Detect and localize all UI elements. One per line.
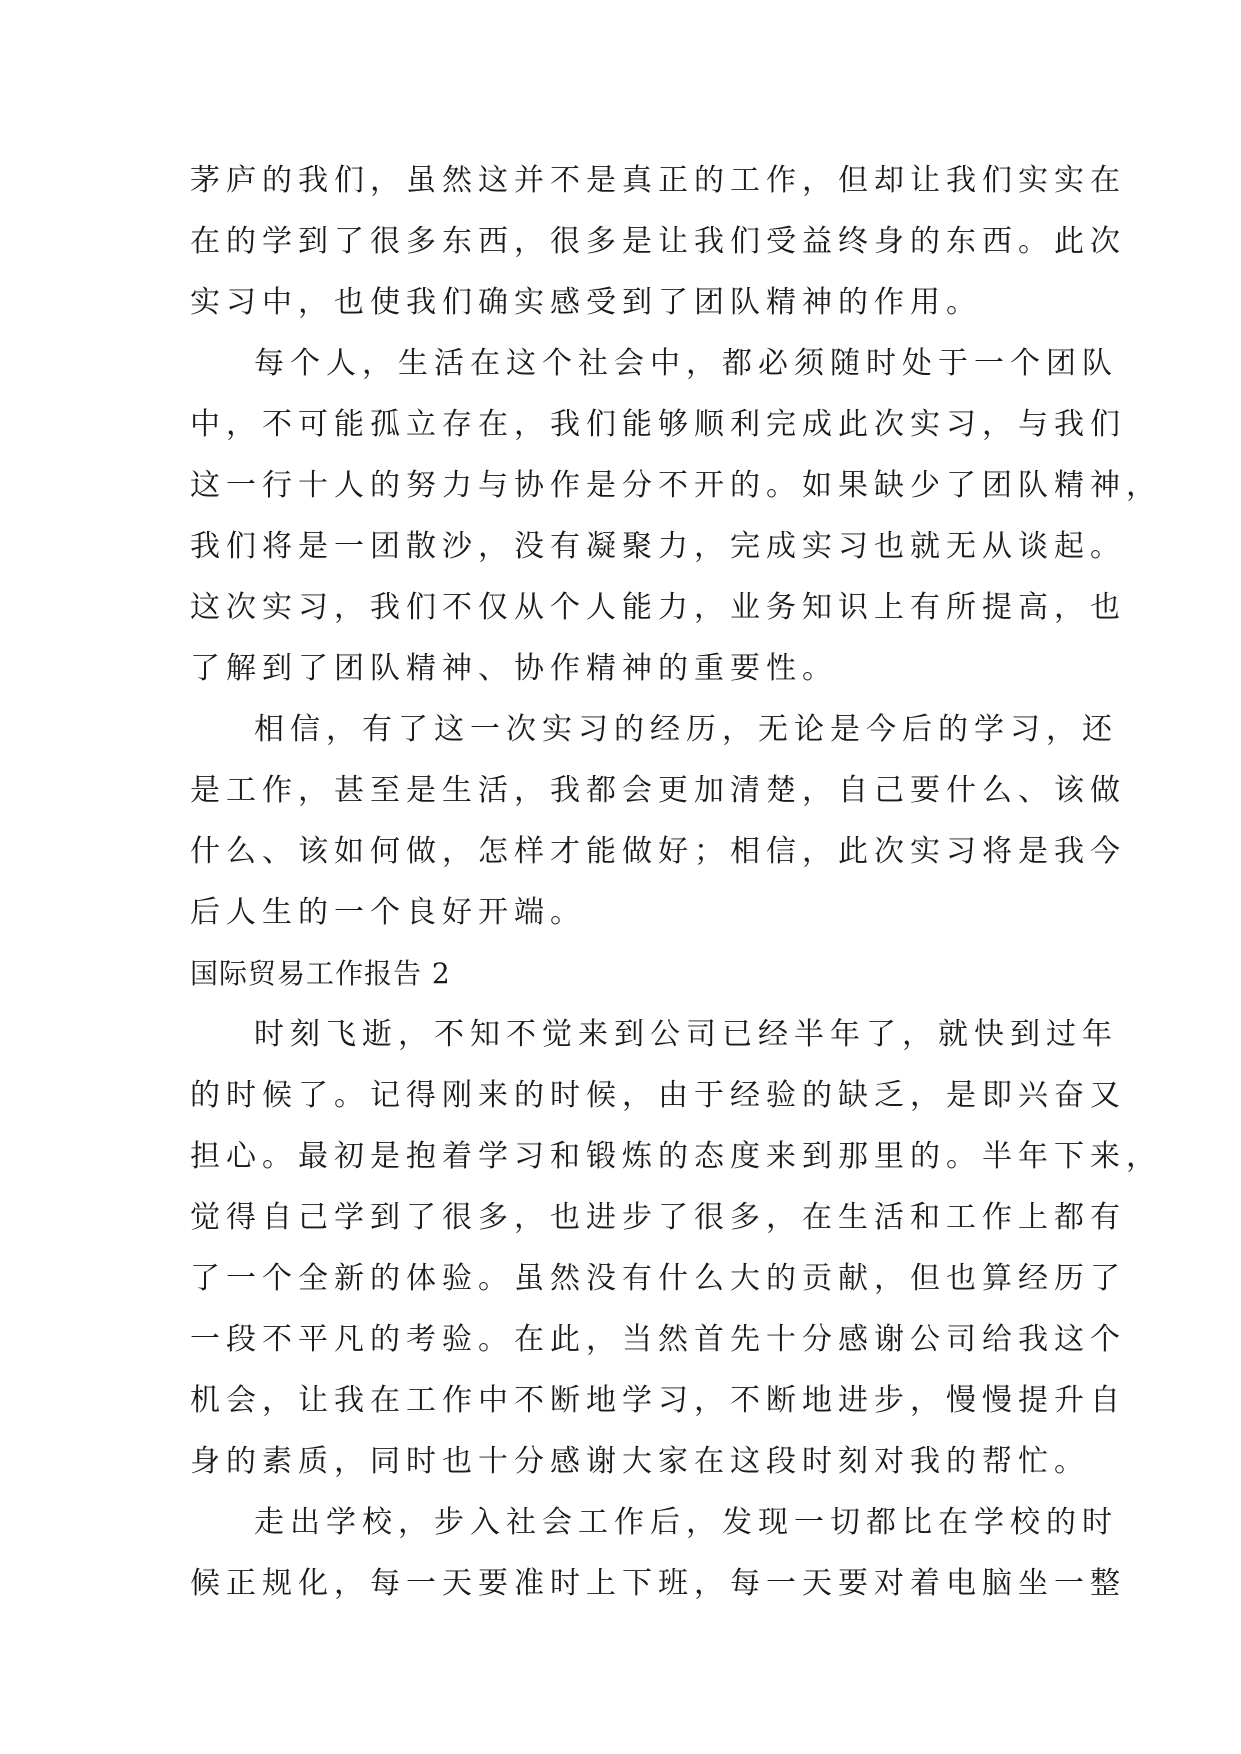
text-line: 后人生的一个良好开端。 xyxy=(190,895,586,930)
text-line: 实习中，也使我们确实感受到了团队精神的作用。 xyxy=(190,285,982,320)
paragraph-first-line: 相信，有了这一次实习的经历，无论是今后的学习，还 xyxy=(254,712,1118,747)
text-line: 身的素质，同时也十分感谢大家在这段时刻对我的帮忙。 xyxy=(190,1444,1090,1479)
text-line: 了一个全新的体验。虽然没有什么大的贡献，但也算经历了 xyxy=(190,1261,1126,1296)
paragraph-first-line: 时刻飞逝，不知不觉来到公司已经半年了，就快到过年 xyxy=(254,1017,1118,1052)
text-line: 担心。最初是抱着学习和锻炼的态度来到那里的。半年下来， xyxy=(190,1139,1162,1174)
section-heading: 国际贸易工作报告 2 xyxy=(190,957,451,990)
text-line: 这一行十人的努力与协作是分不开的。如果缺少了团队精神， xyxy=(190,468,1162,503)
text-line: 了解到了团队精神、协作精神的重要性。 xyxy=(190,651,838,686)
text-line: 中，不可能孤立存在，我们能够顺利完成此次实习，与我们 xyxy=(190,407,1126,442)
text-line: 一段不平凡的考验。在此，当然首先十分感谢公司给我这个 xyxy=(190,1322,1126,1357)
text-line: 茅庐的我们，虽然这并不是真正的工作，但却让我们实实在 xyxy=(190,163,1126,198)
text-line: 在的学到了很多东西，很多是让我们受益终身的东西。此次 xyxy=(190,224,1126,259)
text-line: 是工作，甚至是生活，我都会更加清楚，自己要什么、该做 xyxy=(190,773,1126,808)
text-line: 候正规化，每一天要准时上下班，每一天要对着电脑坐一整 xyxy=(190,1566,1126,1601)
text-line: 觉得自己学到了很多，也进步了很多，在生活和工作上都有 xyxy=(190,1200,1126,1235)
paragraph-first-line: 走出学校，步入社会工作后，发现一切都比在学校的时 xyxy=(254,1505,1118,1540)
paragraph-first-line: 每个人，生活在这个社会中，都必须随时处于一个团队 xyxy=(254,346,1118,381)
text-line: 机会，让我在工作中不断地学习，不断地进步，慢慢提升自 xyxy=(190,1383,1126,1418)
document-body xyxy=(190,150,1162,1614)
text-line: 什么、该如何做，怎样才能做好；相信，此次实习将是我今 xyxy=(190,834,1126,869)
text-line: 这次实习，我们不仅从个人能力，业务知识上有所提高，也 xyxy=(190,590,1126,625)
text-line: 我们将是一团散沙，没有凝聚力，完成实习也就无从谈起。 xyxy=(190,529,1126,564)
text-line: 的时候了。记得刚来的时候，由于经验的缺乏，是即兴奋又 xyxy=(190,1078,1126,1113)
